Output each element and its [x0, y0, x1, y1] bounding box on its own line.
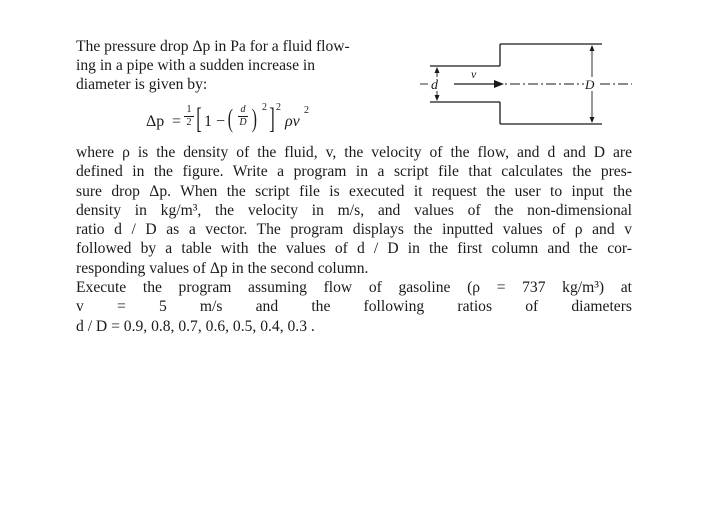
pressure-drop-formula — [146, 102, 366, 144]
body-line-8: Execute the program assuming flow of gasoline (ρ = 737 kg/m³) at — [76, 279, 632, 297]
d-arrow-up — [435, 67, 440, 73]
body-line-1: where ρ is the density of the fluid, v, the velocity of the flow, and d and D are — [76, 144, 632, 161]
pipe-expansion-figure — [400, 36, 632, 132]
problem-body — [76, 143, 632, 336]
inner-exponent: 2 — [262, 102, 267, 113]
velocity-exponent: 2 — [304, 105, 309, 116]
body-line-2: defined in the figure. Write a program in a script file that calculates the pres- — [76, 163, 632, 181]
body-line-3: sure drop Δp. When the script file is executed it request the user to input the — [76, 182, 632, 200]
formula-half — [184, 105, 194, 128]
problem-intro — [76, 37, 398, 94]
open-paren: ( — [227, 104, 233, 133]
outer-exponent: 2 — [276, 102, 281, 113]
close-paren: ) — [251, 104, 257, 133]
body-line-5: ratio d / D as a vector. The program displays the inputted values of ρ and v — [76, 221, 632, 239]
body-line-4: density in kg/m³, the velocity in m/s, and values of the non-dimensional — [76, 201, 632, 219]
intro-line-2: ing in a pipe with a sudden increase in — [76, 57, 316, 74]
intro-line-3: diameter is given by: — [76, 76, 208, 93]
ratio-denominator: D — [239, 117, 247, 128]
formula-equals: = — [172, 113, 182, 130]
figure-label-D: D — [585, 77, 595, 92]
formula-lhs: Δp — [146, 113, 165, 130]
half-numerator: 1 — [186, 104, 192, 115]
body-line-9: v = 5 m/s and the following ratios of diameters — [76, 298, 632, 316]
figure-label-d: d — [431, 78, 438, 93]
formula-minus: − — [216, 113, 226, 130]
half-denominator: 2 — [186, 117, 192, 128]
body-line-6: followed by a table with the values of d / D in the first column and the cor- — [76, 240, 632, 258]
d-arrow-down — [435, 95, 440, 101]
close-bracket: ] — [269, 102, 275, 135]
figure-label-v: v — [471, 67, 477, 81]
formula-one: 1 — [204, 113, 212, 130]
open-bracket: [ — [196, 102, 202, 135]
body-line-10: d / D = 0.9, 0.8, 0.7, 0.6, 0.5, 0.4, 0.3 . — [76, 317, 315, 335]
body-line-7: responding values of Δp in the second column. — [76, 259, 369, 277]
D-arrow-down — [590, 117, 595, 123]
D-arrow-up — [590, 45, 595, 51]
intro-line-1: The pressure drop Δp in Pa for a fluid flow- — [76, 38, 350, 55]
ratio-numerator: d — [240, 104, 246, 115]
flow-arrow-head — [494, 80, 504, 88]
formula-rho-v: ρv — [285, 113, 300, 130]
formula-ratio — [238, 105, 248, 128]
